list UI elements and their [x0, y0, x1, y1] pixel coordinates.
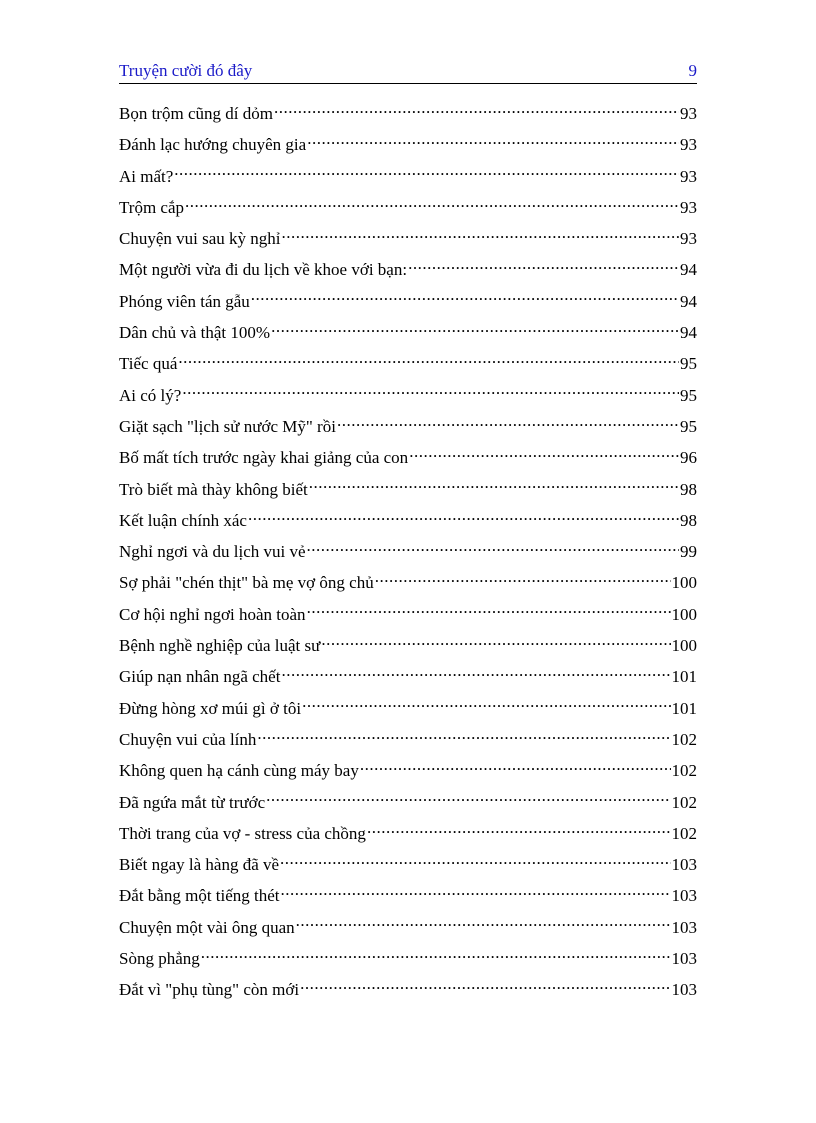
toc-entry[interactable]	[119, 129, 697, 160]
toc-entry-title: Chuyện một vài ông quan	[119, 917, 295, 937]
toc-entry-title: Giặt sạch "lịch sử nước Mỹ" rồi	[119, 416, 336, 436]
toc-entry-page: 103	[671, 917, 697, 937]
dot-leader	[296, 916, 671, 933]
toc-entry[interactable]	[119, 380, 697, 411]
dot-leader	[182, 384, 679, 401]
toc-entry-page: 93	[680, 135, 697, 155]
toc-entry-page: 101	[671, 698, 697, 718]
toc-entry-page: 95	[680, 416, 697, 436]
toc-entry[interactable]	[119, 161, 697, 192]
toc-entry-page: 93	[680, 229, 697, 249]
toc-entry-title: Không quen hạ cánh cùng máy bay	[119, 761, 359, 781]
toc-entry-title: Biết ngay là hàng đã về	[119, 855, 280, 875]
toc-entry-title: Nghỉ ngơi và du lịch vui vẻ	[119, 542, 306, 562]
toc-entry-title: Bọn trộm cũng dí dỏm	[119, 104, 273, 123]
dot-leader	[300, 978, 670, 995]
dot-leader	[248, 509, 679, 526]
dot-leader	[302, 697, 670, 714]
dot-leader	[408, 258, 679, 275]
toc-entry[interactable]	[119, 505, 697, 536]
toc-entry-title: Chuyện vui sau kỳ nghỉ	[119, 229, 281, 249]
dot-leader	[178, 352, 679, 369]
dot-leader	[307, 133, 679, 150]
toc-entry[interactable]	[119, 849, 697, 880]
toc-entry-title: Một người vừa đi du lịch về khoe với bạn:	[119, 260, 408, 280]
dot-leader	[375, 571, 671, 588]
toc-entry[interactable]	[119, 98, 697, 129]
toc-entry[interactable]	[119, 254, 697, 285]
toc-entry-title: Giúp nạn nhân ngã chết	[119, 667, 281, 687]
toc-entry-title: Đắt vì "phụ tùng" còn mới	[119, 980, 300, 1000]
toc-entry-page: 98	[680, 510, 697, 530]
toc-entry-page: 98	[680, 479, 697, 499]
toc-entry[interactable]	[119, 974, 697, 1005]
toc-entry[interactable]	[119, 818, 697, 849]
toc-entry-title: Ai mất?	[119, 166, 174, 186]
toc-entry-title: Phóng viên tán gẫu	[119, 291, 250, 311]
toc-entry-page: 103	[671, 980, 697, 1000]
toc-entry-page: 102	[671, 761, 697, 781]
toc-entry-page: 94	[680, 260, 697, 280]
toc-entry-page: 93	[680, 166, 697, 186]
toc-entry-page: 102	[671, 729, 697, 749]
toc-entry-page: 103	[671, 949, 697, 969]
toc-entry-title: Bệnh nghề nghiệp của luật sư	[119, 636, 321, 656]
toc-entry-title: Ai có lý?	[119, 385, 182, 405]
toc-entry-page: 95	[680, 385, 697, 405]
dot-leader	[367, 822, 671, 839]
dot-leader	[201, 947, 671, 964]
dot-leader	[309, 478, 679, 495]
dot-leader	[409, 446, 679, 463]
toc-entry-page: 93	[680, 197, 697, 217]
toc-entry-page: 95	[680, 354, 697, 374]
toc-entry[interactable]	[119, 599, 697, 630]
toc-entry[interactable]	[119, 693, 697, 724]
toc-entry-title: Thời trang của vợ - stress của chồng	[119, 823, 366, 843]
table-of-contents	[119, 98, 697, 1006]
toc-entry-title: Cơ hội nghỉ ngơi hoàn toàn	[119, 604, 306, 624]
toc-entry[interactable]	[119, 411, 697, 442]
dot-leader	[185, 196, 679, 213]
toc-entry-page: 102	[671, 823, 697, 843]
dot-leader	[251, 290, 679, 307]
toc-entry-title: Chuyện vui của lính	[119, 729, 257, 749]
toc-entry[interactable]	[119, 787, 697, 818]
toc-entry[interactable]	[119, 536, 697, 567]
toc-entry-title: Sợ phải "chén thịt" bà mẹ vợ ông chủ	[119, 573, 374, 593]
dot-leader	[271, 321, 679, 338]
toc-entry[interactable]	[119, 755, 697, 786]
toc-entry-page: 94	[680, 291, 697, 311]
toc-entry-title: Trộm cắp	[119, 197, 185, 217]
dot-leader	[280, 853, 670, 870]
toc-entry-page: 101	[671, 667, 697, 687]
dot-leader	[257, 728, 670, 745]
toc-entry[interactable]	[119, 880, 697, 911]
dot-leader	[266, 791, 670, 808]
toc-entry-title: Đánh lạc hướng chuyên gia	[119, 135, 307, 155]
toc-entry[interactable]	[119, 912, 697, 943]
toc-entry[interactable]	[119, 348, 697, 379]
dot-leader	[281, 884, 671, 901]
dot-leader	[281, 665, 670, 682]
dot-leader	[307, 603, 671, 620]
toc-entry-page: 103	[671, 855, 697, 875]
page-number: 9	[688, 61, 697, 80]
toc-entry[interactable]	[119, 286, 697, 317]
running-title: Truyện cười đó đây	[119, 61, 253, 80]
toc-entry-title: Trò biết mà thày không biết	[119, 479, 308, 499]
toc-entry-title: Tiếc quá	[119, 354, 178, 374]
toc-entry-page: 100	[671, 636, 697, 656]
dot-leader	[337, 415, 679, 432]
dot-leader	[282, 227, 680, 244]
toc-entry-title: Kết luận chính xác	[119, 510, 247, 530]
toc-entry-title: Đắt bằng một tiếng thét	[119, 886, 280, 906]
toc-entry-page: 102	[671, 792, 697, 812]
toc-entry-title: Sòng phẳng	[119, 949, 200, 969]
toc-entry[interactable]	[119, 317, 697, 348]
toc-entry[interactable]	[119, 943, 697, 974]
toc-entry[interactable]	[119, 630, 697, 661]
toc-entry[interactable]	[119, 223, 697, 254]
toc-entry-page: 100	[671, 604, 697, 624]
dot-leader	[321, 634, 670, 651]
dot-leader	[274, 102, 679, 119]
toc-entry-page: 100	[671, 573, 697, 593]
toc-entry-title: Đã ngứa mắt từ trước	[119, 792, 266, 812]
page-header	[119, 60, 697, 84]
toc-entry[interactable]	[119, 192, 697, 223]
toc-entry-page: 96	[680, 448, 697, 468]
toc-entry-page: 94	[680, 323, 697, 343]
dot-leader	[307, 540, 679, 557]
dot-leader	[360, 759, 671, 776]
toc-entry-page: 99	[680, 542, 697, 562]
toc-entry-title: Đừng hòng xơ múi gì ở tôi	[119, 698, 302, 718]
toc-entry[interactable]	[119, 661, 697, 692]
toc-entry[interactable]	[119, 724, 697, 755]
toc-entry-page: 103	[671, 886, 697, 906]
toc-entry-title: Bố mất tích trước ngày khai giảng của con	[119, 448, 409, 468]
dot-leader	[174, 165, 679, 182]
toc-entry-title: Dân chủ và thật 100%	[119, 323, 271, 343]
toc-entry[interactable]	[119, 567, 697, 598]
toc-entry-page: 93	[680, 104, 697, 123]
toc-entry[interactable]	[119, 442, 697, 473]
toc-entry[interactable]	[119, 474, 697, 505]
